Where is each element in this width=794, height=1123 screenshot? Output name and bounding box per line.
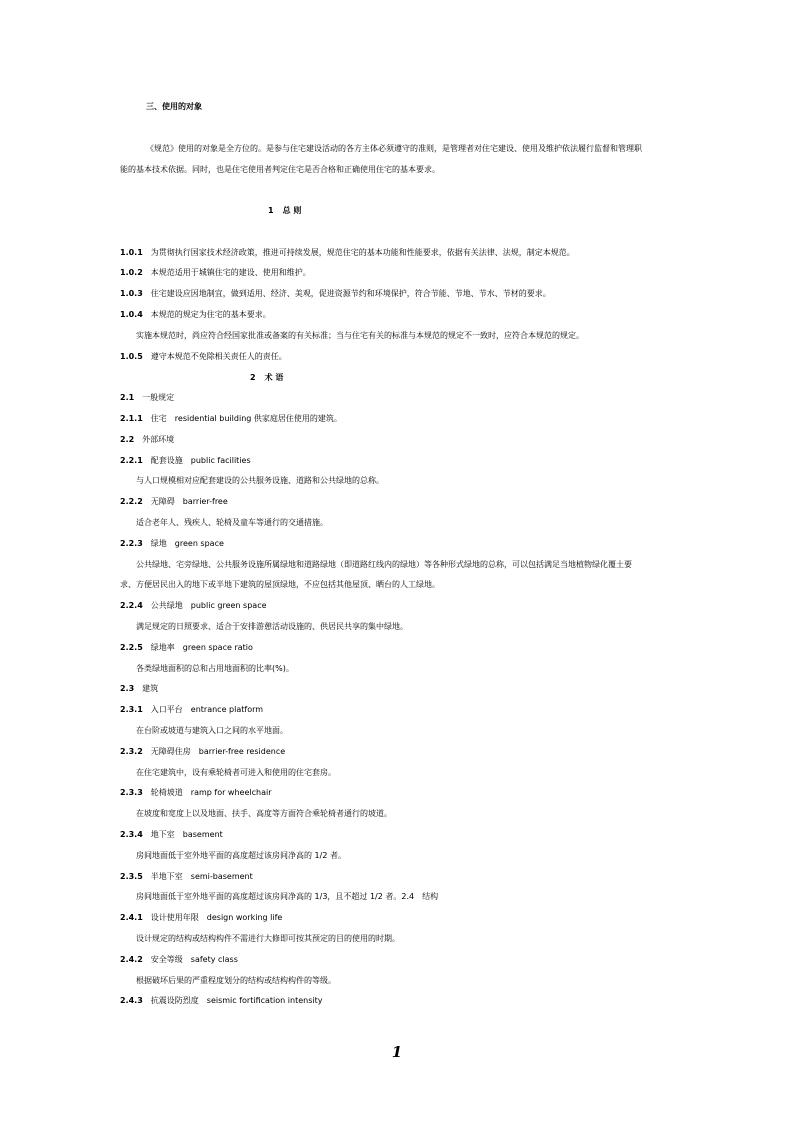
- term-number: 2.3.4: [120, 830, 143, 839]
- clause-text: 为贯彻执行国家技术经济政策，推进可持续发展，规范住宅的基本功能和性能要求，依据有关法律、法规，制定本规范。: [150, 248, 575, 257]
- page-number: 1: [391, 1043, 403, 1061]
- clause-text: 本规范的规定为住宅的基本要求。: [150, 310, 271, 319]
- term: [120, 497, 228, 507]
- clause: [120, 289, 551, 299]
- term: [120, 456, 251, 466]
- term-definition: 在住宅建筑中，设有乘轮椅者可进入和使用的住宅套房。: [136, 768, 336, 777]
- term-definition: 根据破坏后果的严重程度划分的结构或结构构件的等级。: [136, 976, 336, 985]
- clause-continuation: 实施本规范时，尚应符合经国家批准或备案的有关标准；当与住宅有关的标准与本规范的规定不一致时，应符合本规范的规定。: [136, 331, 584, 340]
- clause: [120, 310, 271, 320]
- chapter-title: 术 语: [264, 373, 284, 382]
- term-text: 绿地 green space: [150, 539, 224, 548]
- chapter-1-heading: [268, 206, 301, 216]
- term-number: 2.2.1: [120, 456, 143, 465]
- term-number: 2.4.2: [120, 955, 143, 964]
- term: [120, 414, 342, 424]
- section-heading: [120, 435, 174, 445]
- section-text: 外部环境: [142, 435, 175, 444]
- term-number: 2.2.2: [120, 497, 143, 506]
- chapter-title: 总 则: [282, 206, 302, 215]
- term-text: 半地下室 semi-basement: [150, 872, 253, 881]
- section-heading: [120, 684, 158, 694]
- term-number: 2.3.3: [120, 788, 143, 797]
- term: [120, 788, 272, 798]
- clause: [120, 352, 287, 362]
- clause: [120, 248, 575, 258]
- term: [120, 996, 322, 1006]
- term-text: 地下室 basement: [150, 830, 223, 839]
- term-definition: 适合老年人、残疾人、轮椅及童车等通行的交通措施。: [136, 518, 328, 527]
- term-number: 2.2.3: [120, 539, 143, 548]
- term-text: 无障碍 barrier-free: [150, 497, 228, 506]
- term-definition: 求、方便居民出入的地下或半地下建筑的屋顶绿地，不应包括其他屋顶、晒台的人工绿地。: [120, 580, 440, 589]
- clause: [120, 268, 311, 278]
- term-text: 轮椅坡道 ramp for wheelchair: [150, 788, 272, 797]
- clause-text: 遵守本规范不免除相关责任人的责任。: [150, 352, 287, 361]
- chapter-number: 2: [250, 373, 256, 382]
- term: [120, 830, 223, 840]
- term-number: 2.3.2: [120, 747, 143, 756]
- chapter-number: 1: [268, 206, 274, 215]
- term: [120, 601, 267, 611]
- term-definition: 公共绿地、宅旁绿地、公共服务设施所属绿地和道路绿地（即道路红线内的绿地）等各种形式绿地的总称，可以包括满足当地植物绿化覆土要: [136, 560, 632, 569]
- term-number: 2.2.4: [120, 601, 143, 610]
- term: [120, 913, 282, 923]
- section-text: 一般规定: [142, 393, 175, 402]
- clause-number: 1.0.4: [120, 310, 143, 319]
- term-definition: 设计规定的结构或结构构件不需进行大修即可按其预定的目的使用的时期。: [136, 934, 400, 943]
- clause-number: 1.0.5: [120, 352, 143, 361]
- clause-number: 1.0.1: [120, 248, 143, 257]
- section-number: 2.1: [120, 393, 135, 402]
- term-definition: 与人口规模相对应配套建设的公共服务设施、道路和公共绿地的总称。: [136, 476, 384, 485]
- term-text: 抗震设防烈度 seismic fortification intensity: [150, 996, 323, 1005]
- term-definition: 在台阶或坡道与建筑入口之间的水平地面。: [136, 726, 288, 735]
- term-number: 2.2.5: [120, 643, 143, 652]
- term: [120, 539, 224, 549]
- term-text: 配套设施 public facilities: [150, 456, 251, 465]
- intro-line-1: 《规范》使用的对象是全方位的。是参与住宅建设活动的各方主体必须遵守的准则，是管理者对住宅建设、使用及维护依法履行监督和管理职: [146, 144, 642, 153]
- term: [120, 955, 238, 965]
- term-number: 2.4.1: [120, 913, 143, 922]
- term-definition: 房间地面低于室外地平面的高度超过该房间净高的 1/2 者。: [136, 851, 346, 860]
- section-number: 2.2: [120, 435, 135, 444]
- term-definition: 各类绿地面积的总和占用地面积的比率(%)。: [136, 664, 294, 673]
- term-definition: 在坡度和宽度上以及地面、扶手、高度等方面符合乘轮椅者通行的坡道。: [136, 809, 392, 818]
- intro-line-2: 能的基本技术依据。同时，也是住宅使用者判定住宅是否合格和正确使用住宅的基本要求。: [120, 165, 440, 174]
- term-number: 2.3.5: [120, 872, 143, 881]
- clause-text: 住宅建设应因地制宜，做到适用、经济、美观，促进资源节约和环境保护，符合节能、节地、节水、节材的要求。: [150, 289, 551, 298]
- term: [120, 643, 253, 653]
- term: [120, 705, 263, 715]
- section-heading: [120, 393, 174, 403]
- clause-number: 1.0.2: [120, 268, 143, 277]
- term-number: 2.4.3: [120, 996, 143, 1005]
- chapter-2-heading: [250, 373, 283, 383]
- term-text: 住宅 residential building 供家庭居住使用的建筑。: [150, 414, 342, 423]
- term-text: 入口平台 entrance platform: [150, 705, 264, 714]
- term-text: 绿地率 green space ratio: [150, 643, 253, 652]
- section-number: 2.3: [120, 684, 135, 693]
- term-text: 公共绿地 public green space: [150, 601, 267, 610]
- term-number: 2.1.1: [120, 414, 143, 423]
- term-text: 设计使用年限 design working life: [150, 913, 283, 922]
- term-text: 无障碍住房 barrier-free residence: [150, 747, 286, 756]
- section-text: 建筑: [142, 684, 159, 693]
- term-text: 安全等级 safety class: [150, 955, 238, 964]
- term: [120, 747, 285, 757]
- term: [120, 872, 253, 882]
- clause-text: 本规范适用于城镇住宅的建设、使用和维护。: [150, 268, 311, 277]
- clause-number: 1.0.3: [120, 289, 143, 298]
- term-definition: 房间地面低于室外地平面的高度超过该房间净高的 1/3，且不超过 1/2 者。2.4 结构: [136, 892, 439, 901]
- term-definition: 满足规定的日照要求、适合于安排游憩活动设施的、供居民共享的集中绿地。: [136, 622, 408, 631]
- term-number: 2.3.1: [120, 705, 143, 714]
- section-title: 三、使用的对象: [146, 102, 202, 111]
